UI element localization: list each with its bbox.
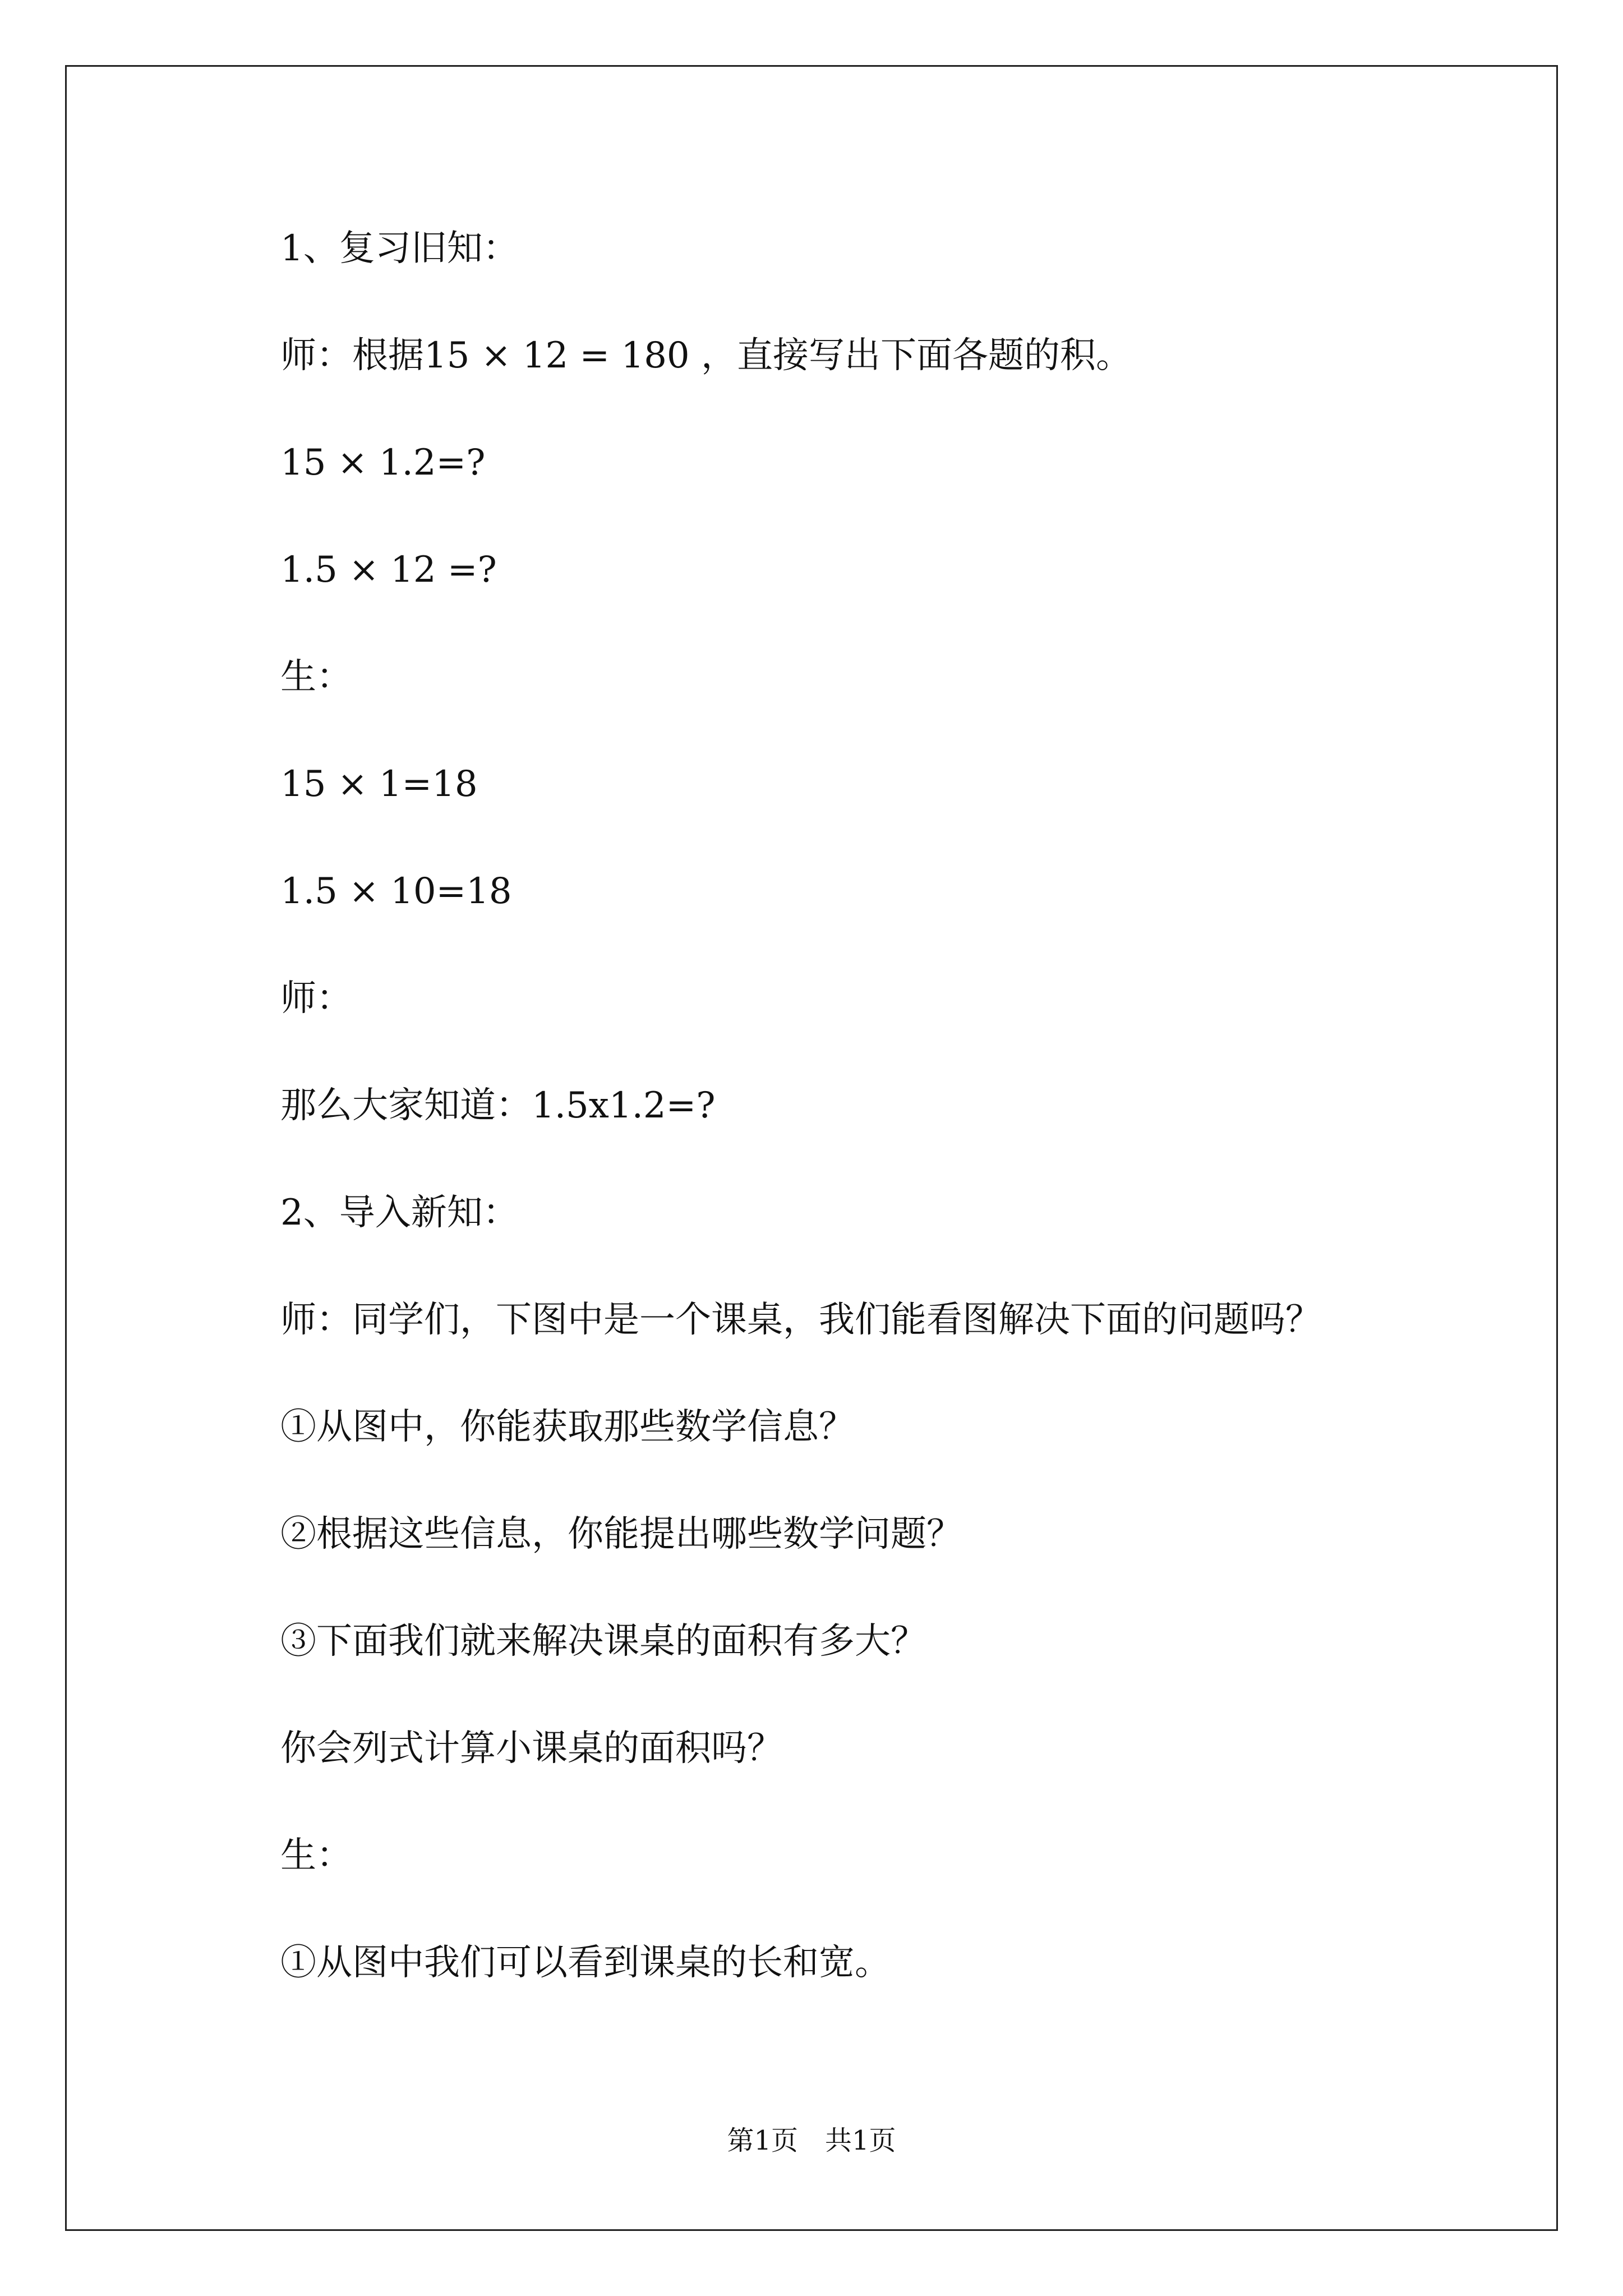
page-footer [0, 2125, 1623, 2156]
question-item: ②根据这些信息，你能提出哪些数学问题？ [280, 1513, 962, 1555]
student-label: 生： [280, 656, 352, 698]
section-heading-new: 2、导入新知： [280, 1192, 519, 1234]
page-number-current: 第1页 [727, 2125, 798, 2156]
document-body [280, 227, 1514, 2049]
teacher-line: 师：同学们，下图中是一个课桌，我们能看图解决下面的问题吗？ [280, 1299, 1321, 1341]
equation-line: 1.5 × 12 =? [280, 549, 497, 591]
question-item: ①从图中，你能获取那些数学信息？ [280, 1406, 855, 1448]
equation-line: 15 × 1=18 [280, 763, 478, 805]
equation-line: 15 × 1.2=? [280, 442, 486, 484]
student-label: 生： [280, 1835, 352, 1876]
answer-item: ①从图中我们可以看到课桌的长和宽。 [280, 1942, 891, 1984]
question-line: 那么大家知道：1.5x1.2=? [280, 1085, 716, 1126]
equation-line: 1.5 × 10=18 [280, 871, 512, 912]
teacher-line: 师：根据15 × 12 = 180 ，直接写出下面各题的积。 [280, 335, 1132, 376]
teacher-label: 师： [280, 978, 352, 1019]
question-item: ③下面我们就来解决课桌的面积有多大？ [280, 1621, 926, 1662]
question-line: 你会列式计算小课桌的面积吗？ [280, 1728, 783, 1769]
page-number-total: 共1页 [825, 2125, 896, 2156]
section-heading-review: 1、复习旧知： [280, 228, 519, 269]
